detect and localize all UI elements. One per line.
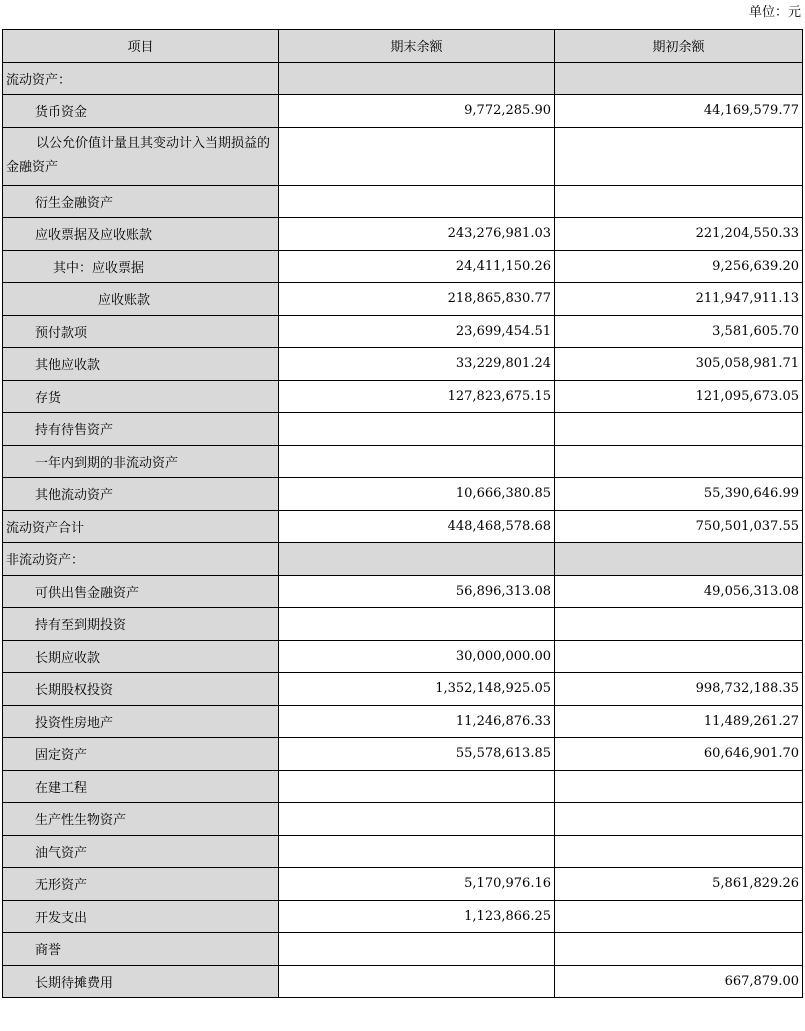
table-row bbox=[3, 250, 803, 283]
table-row bbox=[3, 380, 803, 413]
end-balance-cell bbox=[279, 445, 555, 478]
row-label: 开发支出 bbox=[3, 900, 279, 933]
end-balance-cell: 55,578,613.85 bbox=[279, 738, 555, 771]
end-balance-cell bbox=[279, 835, 555, 868]
table-row bbox=[3, 868, 803, 901]
end-balance-cell bbox=[279, 965, 555, 998]
row-label: 投资性房地产 bbox=[3, 705, 279, 738]
begin-balance-cell: 998,732,188.35 bbox=[555, 673, 803, 706]
begin-balance-cell: 667,879.00 bbox=[555, 965, 803, 998]
end-balance-cell: 56,896,313.08 bbox=[279, 575, 555, 608]
begin-balance-cell bbox=[555, 62, 803, 95]
row-label: 一年内到期的非流动资产 bbox=[3, 445, 279, 478]
table-row bbox=[3, 835, 803, 868]
row-label: 衍生金融资产 bbox=[3, 185, 279, 218]
row-label: 货币资金 bbox=[3, 95, 279, 128]
row-label: 存货 bbox=[3, 380, 279, 413]
row-label: 生产性生物资产 bbox=[3, 803, 279, 836]
row-label: 预付款项 bbox=[3, 315, 279, 348]
row-label: 可供出售金融资产 bbox=[3, 575, 279, 608]
end-balance-cell: 127,823,675.15 bbox=[279, 380, 555, 413]
row-label: 非流动资产： bbox=[3, 543, 279, 576]
end-balance-cell: 1,352,148,925.05 bbox=[279, 673, 555, 706]
end-balance-cell: 10,666,380.85 bbox=[279, 478, 555, 511]
table-row bbox=[3, 770, 803, 803]
end-balance-cell: 24,411,150.26 bbox=[279, 250, 555, 283]
table-row bbox=[3, 95, 803, 128]
table-row bbox=[3, 478, 803, 511]
row-label: 油气资产 bbox=[3, 835, 279, 868]
begin-balance-cell bbox=[555, 640, 803, 673]
end-balance-cell bbox=[279, 185, 555, 218]
table-row bbox=[3, 575, 803, 608]
table-row bbox=[3, 283, 803, 316]
row-label: 长期待摊费用 bbox=[3, 965, 279, 998]
table-row bbox=[3, 965, 803, 998]
row-label: 固定资产 bbox=[3, 738, 279, 771]
table-row bbox=[3, 62, 803, 95]
begin-balance-cell bbox=[555, 770, 803, 803]
end-balance-cell: 243,276,981.03 bbox=[279, 218, 555, 251]
row-label: 长期股权投资 bbox=[3, 673, 279, 706]
table-row bbox=[3, 315, 803, 348]
end-balance-cell: 5,170,976.16 bbox=[279, 868, 555, 901]
begin-balance-cell: 60,646,901.70 bbox=[555, 738, 803, 771]
begin-balance-cell: 44,169,579.77 bbox=[555, 95, 803, 128]
table-row bbox=[3, 218, 803, 251]
begin-balance-cell bbox=[555, 413, 803, 446]
table-row bbox=[3, 185, 803, 218]
begin-balance-cell: 9,256,639.20 bbox=[555, 250, 803, 283]
begin-balance-cell bbox=[555, 933, 803, 966]
begin-balance-cell: 211,947,911.13 bbox=[555, 283, 803, 316]
begin-balance-cell bbox=[555, 835, 803, 868]
table-row bbox=[3, 127, 803, 185]
table-row bbox=[3, 803, 803, 836]
begin-balance-cell: 55,390,646.99 bbox=[555, 478, 803, 511]
table-row bbox=[3, 738, 803, 771]
begin-balance-cell: 11,489,261.27 bbox=[555, 705, 803, 738]
end-balance-cell: 9,772,285.90 bbox=[279, 95, 555, 128]
row-label: 持有待售资产 bbox=[3, 413, 279, 446]
header-begin-balance: 期初余额 bbox=[555, 30, 803, 63]
begin-balance-cell: 305,058,981.71 bbox=[555, 348, 803, 381]
end-balance-cell: 33,229,801.24 bbox=[279, 348, 555, 381]
begin-balance-cell bbox=[555, 803, 803, 836]
header-item: 项目 bbox=[3, 30, 279, 63]
end-balance-cell bbox=[279, 543, 555, 576]
begin-balance-cell: 3,581,605.70 bbox=[555, 315, 803, 348]
end-balance-cell bbox=[279, 803, 555, 836]
unit-label: 单位：元 bbox=[748, 5, 801, 20]
row-label: 商誉 bbox=[3, 933, 279, 966]
end-balance-cell bbox=[279, 62, 555, 95]
row-label: 其他流动资产 bbox=[3, 478, 279, 511]
end-balance-cell bbox=[279, 933, 555, 966]
table-row bbox=[3, 543, 803, 576]
row-label: 应收账款 bbox=[3, 283, 279, 316]
end-balance-cell: 448,468,578.68 bbox=[279, 510, 555, 543]
begin-balance-cell: 121,095,673.05 bbox=[555, 380, 803, 413]
begin-balance-cell: 750,501,037.55 bbox=[555, 510, 803, 543]
begin-balance-cell: 49,056,313.08 bbox=[555, 575, 803, 608]
begin-balance-cell bbox=[555, 127, 803, 185]
table-row bbox=[3, 608, 803, 641]
header-end-balance: 期末余额 bbox=[279, 30, 555, 63]
begin-balance-cell bbox=[555, 543, 803, 576]
row-label: 持有至到期投资 bbox=[3, 608, 279, 641]
begin-balance-cell bbox=[555, 900, 803, 933]
begin-balance-cell: 5,861,829.26 bbox=[555, 868, 803, 901]
row-label: 流动资产合计 bbox=[3, 510, 279, 543]
table-row bbox=[3, 933, 803, 966]
end-balance-cell bbox=[279, 127, 555, 185]
end-balance-cell bbox=[279, 770, 555, 803]
row-label: 长期应收款 bbox=[3, 640, 279, 673]
row-label: 其中：应收票据 bbox=[3, 250, 279, 283]
begin-balance-cell bbox=[555, 185, 803, 218]
row-label: 其他应收款 bbox=[3, 348, 279, 381]
table-row bbox=[3, 413, 803, 446]
begin-balance-cell: 221,204,550.33 bbox=[555, 218, 803, 251]
end-balance-cell: 30,000,000.00 bbox=[279, 640, 555, 673]
row-label: 以公允价值计量且其变动计入当期损益的金融资产 bbox=[3, 127, 279, 185]
table-row bbox=[3, 445, 803, 478]
table-row bbox=[3, 900, 803, 933]
table-row bbox=[3, 640, 803, 673]
table-row bbox=[3, 673, 803, 706]
table-row bbox=[3, 348, 803, 381]
begin-balance-cell bbox=[555, 445, 803, 478]
end-balance-cell bbox=[279, 608, 555, 641]
table-row bbox=[3, 705, 803, 738]
table-row bbox=[3, 510, 803, 543]
row-label: 在建工程 bbox=[3, 770, 279, 803]
end-balance-cell: 218,865,830.77 bbox=[279, 283, 555, 316]
row-label: 流动资产： bbox=[3, 62, 279, 95]
row-label: 无形资产 bbox=[3, 868, 279, 901]
header-row bbox=[3, 30, 803, 63]
end-balance-cell: 11,246,876.33 bbox=[279, 705, 555, 738]
balance-sheet-table bbox=[2, 29, 803, 998]
end-balance-cell: 23,699,454.51 bbox=[279, 315, 555, 348]
end-balance-cell: 1,123,866.25 bbox=[279, 900, 555, 933]
begin-balance-cell bbox=[555, 608, 803, 641]
row-label: 应收票据及应收账款 bbox=[3, 218, 279, 251]
end-balance-cell bbox=[279, 413, 555, 446]
